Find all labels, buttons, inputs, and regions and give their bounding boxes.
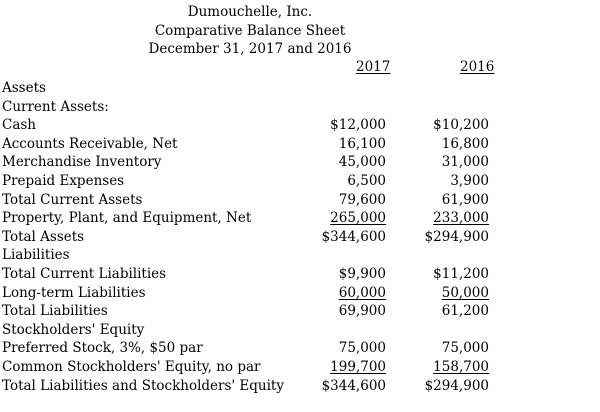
value-2016: 75,000 [441,340,489,357]
row-label: Total Current Assets [2,191,143,208]
row-label: Preferred Stock, 3%, $50 par [2,340,203,357]
value-2016: 61,200 [441,303,489,320]
value-2016: 3,900 [450,172,489,189]
value-2016: 16,800 [441,135,489,152]
row-label: Total Current Liabilities [2,265,167,282]
value-2017: 79,600 [338,191,386,208]
value-2017: 45,000 [338,154,386,171]
statement-header [0,3,500,59]
statement-date: December 31, 2017 and 2016 [148,41,352,58]
row-total-current-assets [0,191,600,210]
value-2017: 60,000 [338,284,386,301]
value-2017: 69,900 [338,303,386,320]
value-2016: $294,900 [424,228,489,245]
row-label: Current Assets: [2,98,109,115]
row-total-current-liabilities [0,265,600,284]
value-2016: 233,000 [433,210,489,227]
row-preferred-stock [0,339,600,358]
balance-sheet-table [0,79,600,395]
row-label: Cash [2,117,37,134]
row-prepaid-expenses [0,172,600,191]
value-2017: 16,100 [338,135,386,152]
company-name: Dumouchelle, Inc. [187,4,313,20]
value-2016: 31,000 [441,154,489,171]
value-2016: $294,900 [424,377,489,394]
column-header-2016: 2016 [460,59,495,75]
value-2017: 265,000 [330,210,386,227]
row-label: Liabilities [2,247,70,264]
row-label: Property, Plant, and Equipment, Net [2,210,252,227]
value-2017: $344,600 [321,377,386,394]
section-liabilities [0,246,600,265]
value-2017: $9,900 [338,265,386,282]
section-assets [0,79,600,98]
row-total-assets [0,228,600,247]
row-label: Total Liabilities [2,303,108,320]
section-stockholders-equity [0,321,600,340]
value-2017: 6,500 [347,172,386,189]
value-2017: 75,000 [338,340,386,357]
row-label: Total Liabilities and Stockholders' Equity [2,377,284,394]
row-label: Total Assets [2,228,85,245]
row-property-plant-equipment [0,209,600,228]
row-total-liabilities-and-equity [0,377,600,396]
row-label: Accounts Receivable, Net [2,135,178,152]
value-2017: $344,600 [321,228,386,245]
column-headers [0,59,600,77]
column-header-2017: 2017 [356,59,391,75]
statement-title: Comparative Balance Sheet [154,22,346,39]
value-2017: $12,000 [330,117,386,134]
value-2016: 158,700 [433,358,489,375]
value-2016: $10,200 [433,117,489,134]
row-label: Merchandise Inventory [2,154,162,171]
row-merchandise-inventory [0,153,600,172]
value-2016: 61,900 [441,191,489,208]
value-2016: $11,200 [433,265,489,282]
row-label: Assets [2,80,46,96]
row-total-liabilities [0,302,600,321]
row-long-term-liabilities [0,284,600,303]
value-2017: 199,700 [330,358,386,375]
row-label: Common Stockholders' Equity, no par [2,358,261,375]
value-2016: 50,000 [441,284,489,301]
row-common-stockholders-equity [0,358,600,377]
row-label: Long-term Liabilities [2,284,146,301]
row-cash [0,116,600,135]
row-label: Stockholders' Equity [2,321,145,338]
row-accounts-receivable [0,135,600,154]
section-current-assets [0,98,600,117]
row-label: Prepaid Expenses [2,172,125,189]
